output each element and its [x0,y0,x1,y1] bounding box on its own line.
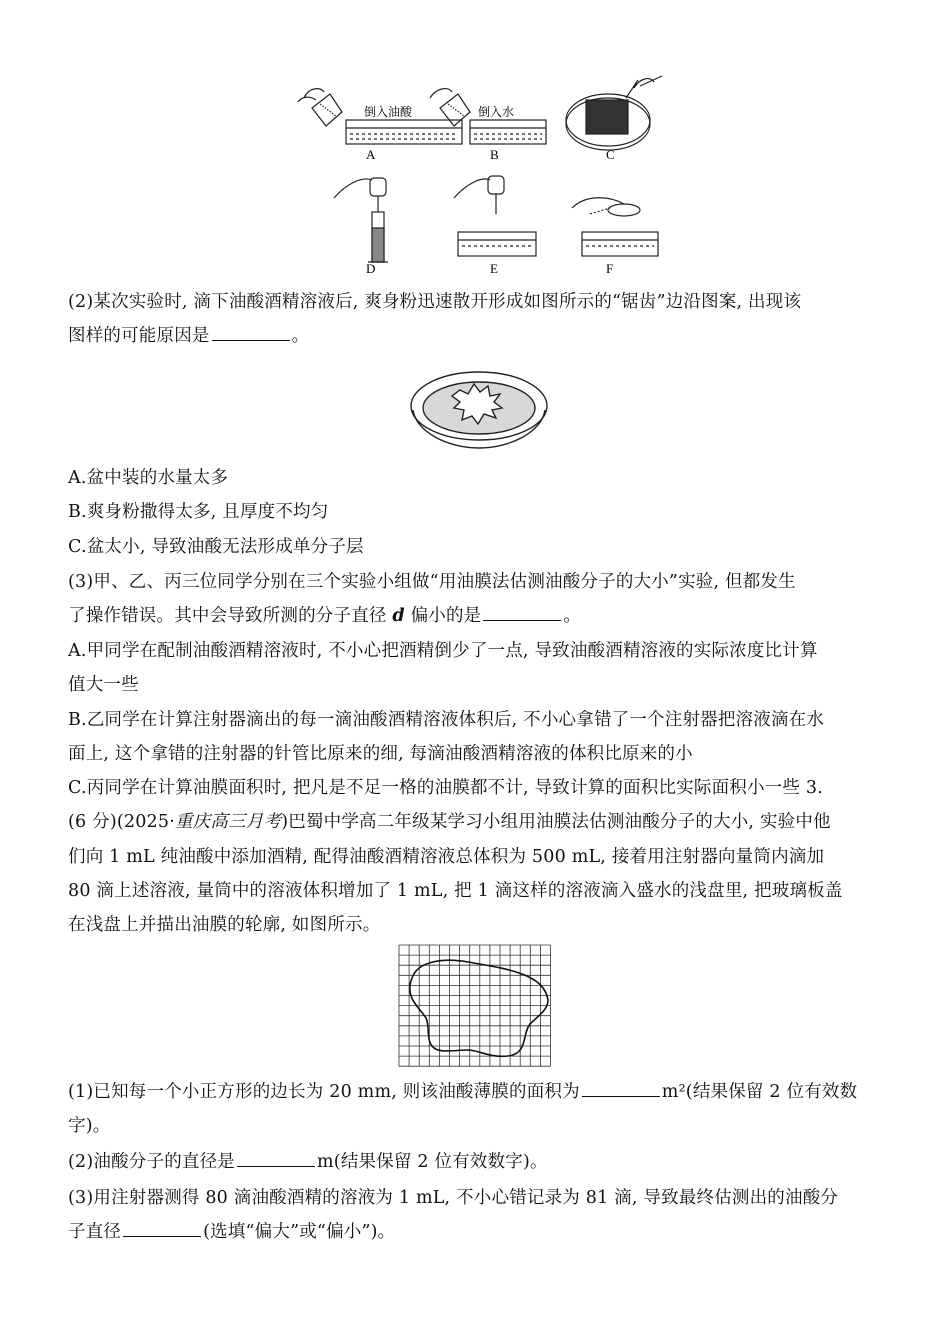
step-e-illustration [454,176,536,256]
q2-stem-line1: (2)某次实验时, 滴下油酸酒精溶液后, 爽身粉迅速散开形成如图所示的“锯齿”边沿图案, 出现该 [68,292,802,312]
q3-option-a-line2: 值大一些 [68,675,139,695]
q3-option-b-line1: B.乙同学在计算注射器滴出的每一滴油酸酒精溶液体积后, 不小心拿错了一个注射器把溶液滴在水 [68,710,825,730]
q2-option-b: B.爽身粉撒得太多, 且厚度不均匀 [68,502,329,522]
step-c-illustration [566,76,662,150]
p3-q2: (2)油酸分子的直径是 m(结果保留 2 位有效数字)。 [68,1152,548,1172]
p3-q3-line1: (3)用注射器测得 80 滴油酸酒精的溶液为 1 mL, 不小心错记录为 81 滴, 导致最终估测出的油酸分 [68,1188,839,1208]
panel-label-d: D [366,261,376,276]
p3-stem-line3: 80 滴上述溶液, 量筒中的溶液体积增加了 1 mL, 把 1 滴这样的溶液滴入盛水的浅盘里, 把玻璃板盖 [68,881,843,901]
q2-option-a: A.盆中装的水量太多 [68,468,229,488]
panel-label-a: A [366,147,376,162]
q3-option-c: C.丙同学在计算油膜面积时, 把凡是不足一格的油膜都不计, 导致计算的面积比实际面积小一些 3. [68,778,823,798]
pour-oil-label: 倒入油酸 [364,105,413,119]
answer-blank[interactable] [237,1151,315,1167]
oil-film-grid-figure [398,944,552,1068]
panel-label-e: E [490,261,498,276]
step-f-illustration [572,198,658,256]
q3-option-b-line2: 面上, 这个拿错的注射器的针管比原来的细, 每滴油酸酒精溶液的体积比原来的小 [68,744,693,764]
p3-q3-line2: 子直径 (选填“偏大”或“偏小”)。 [68,1222,396,1242]
q3-option-a-line1: A.甲同学在配制油酸酒精溶液时, 不小心把酒精倒少了一点, 导致油酸酒精溶液的实际浓度比计算 [68,641,818,661]
q3-stem-line1: (3)甲、乙、丙三位同学分别在三个实验小组做“用油膜法估测油酸分子的大小”实验, 但都发生 [68,572,796,592]
panel-label-b: B [490,147,499,162]
q3-stem-line2: 了操作错误。其中会导致所测的分子直径 d 偏小的是 。 [68,606,582,626]
step-d-illustration [334,178,388,262]
answer-blank[interactable] [483,605,561,621]
sawtooth-dish-figure [408,368,550,452]
p3-stem-line2: 们向 1 mL 纯油酸中添加酒精, 配得油酸酒精溶液总体积为 500 mL, 接着用注射器向量筒内滴加 [68,847,825,867]
p3-q1-line1: (1)已知每一个小正方形的边长为 20 mm, 则该油酸薄膜的面积为 m²(结果保留 2 位有效数 [68,1082,858,1102]
panel-label-f: F [606,261,614,276]
answer-blank[interactable] [123,1221,201,1237]
oil-film-outline [410,960,548,1056]
experiment-steps-figure [290,68,670,280]
panel-label-c: C [606,147,615,162]
answer-blank[interactable] [212,325,290,341]
p3-q1-line2: 字)。 [68,1116,111,1136]
pour-water-label: 倒入水 [478,105,515,119]
q2-stem-line2: 图样的可能原因是 。 [68,326,310,346]
p3-stem-line1: (6 分)(2025·重庆高三月考)巴蜀中学高二年级某学习小组用油膜法估测油酸分子的大小, 实验中他 [68,812,831,832]
answer-blank[interactable] [582,1081,660,1097]
q2-option-c: C.盆太小, 导致油酸无法形成单分子层 [68,537,364,557]
p3-stem-line4: 在浅盘上并描出油膜的轮廓, 如图所示。 [68,915,381,935]
